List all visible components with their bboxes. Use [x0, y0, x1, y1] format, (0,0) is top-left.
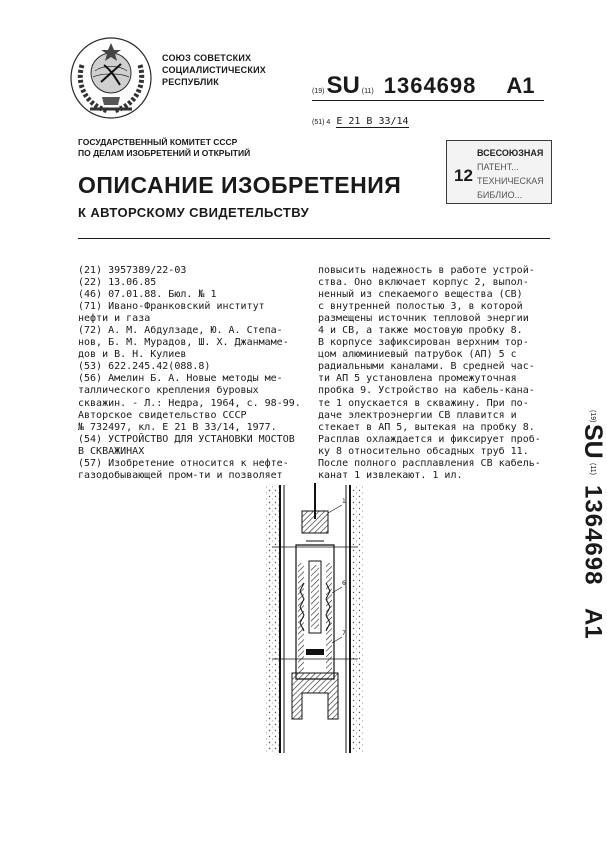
biblio-line: Авторское свидетельство СССР	[78, 409, 247, 421]
biblio-line: (46) 07.01.88. Бюл. № 1	[78, 289, 217, 301]
abstract-line: 4 и СВ, а также мостовую пробку 8.	[318, 325, 523, 337]
code-11: (11)	[361, 88, 374, 95]
ipc-classification: (51) 4 Е 21 В 33/14	[312, 116, 409, 127]
abstract-line: те 1 опускается в скважину. При по-	[318, 397, 529, 409]
abstract-line: ства. Оно включает корпус 2, выпол-	[318, 277, 529, 289]
abstract-line: После полного расплавления СВ кабель-	[318, 457, 541, 469]
drawing-label: 1	[342, 498, 346, 505]
vertical-patent-number: (19) SU (11) 1364698 A1	[579, 410, 607, 639]
abstract-line: даче электроэнергии СВ плавится и	[318, 409, 517, 421]
header-rule	[78, 238, 550, 239]
biblio-line: газодобывающей пром-ти и позволяет	[78, 469, 283, 481]
biblio-line: (54) УСТРОЙСТВО ДЛЯ УСТАНОВКИ МОСТОВ	[78, 433, 295, 445]
biblio-line: (71) Ивано-Франковский институт	[78, 301, 265, 313]
abstract-line: ти АП 5 установлена промежуточная	[318, 373, 517, 385]
committee: ГОСУДАРСТВЕННЫЙ КОМИТЕТ СССР ПО ДЕЛАМ ИЗОБРЕТЕНИЙ И ОТКРЫТИЙ	[78, 137, 251, 158]
abstract-line: повысить надежность в работе устрой-	[318, 265, 535, 276]
biblio-line: нефти и газа	[78, 313, 151, 325]
bibliographic-data	[78, 265, 300, 482]
document-subtitle: К АВТОРСКОМУ СВИДЕТЕЛЬСТВУ	[78, 205, 310, 220]
patent-number: 1364698	[383, 73, 477, 98]
patent-identifier	[312, 72, 535, 100]
technical-drawing	[262, 483, 368, 758]
abstract-line: ненный из спекаемого вещества (СВ)	[318, 289, 523, 301]
abstract-line: стекает в АП 5, вытекая на пробку 8.	[318, 421, 535, 433]
code-19: (19)	[312, 88, 325, 95]
drawing-label: 7	[342, 630, 346, 637]
biblio-line: В СКВАЖИНАХ	[78, 445, 145, 457]
abstract-line: ку 8 относительно обсадных труб 11.	[318, 445, 529, 457]
biblio-line: нов, Б. М. Мурадов, Ш. Х. Джанмаме-	[78, 337, 289, 349]
abstract	[318, 265, 550, 482]
abstract-line: радиальными каналами. В средней час-	[318, 361, 535, 373]
drawing-label: 6	[342, 580, 346, 587]
biblio-line: (22) 13.06.85	[78, 277, 157, 289]
biblio-line: № 732497, кл. Е 21 В 33/14, 1977.	[78, 421, 277, 433]
abstract-line: канат 1 извлекают. 1 ил.	[318, 469, 463, 481]
abstract-line: с внутренней полостью 3, в которой	[318, 301, 523, 313]
kind-code: A1	[506, 73, 535, 98]
biblio-line: (56) Амелин Б. А. Новые методы ме-	[78, 373, 283, 385]
library-stamp: 12 ВСЕСОЮЗНАЯ ПАТЕНТ... ТЕХНИЧЕСКАЯ БИБЛИО...	[446, 140, 552, 204]
biblio-line: таллического крепления буровых	[78, 385, 259, 397]
document-title: ОПИСАНИЕ ИЗОБРЕТЕНИЯ	[78, 172, 402, 198]
abstract-line: пробка 9. Устройство на кабель-кана-	[318, 385, 535, 397]
ussr-emblem-icon	[68, 35, 154, 121]
biblio-line: (21) 3957389/22-03	[78, 265, 187, 276]
abstract-line: цом алюминиевый патрубок (АП) 5 с	[318, 349, 517, 361]
header-underline	[312, 100, 544, 101]
biblio-line: (57) Изобретение относится к нефте-	[78, 457, 289, 469]
abstract-line: В корпусе зафиксирован верхним тор-	[318, 337, 529, 349]
biblio-line: скважин. - Л.: Недра, 1964, с. 98-99.	[78, 397, 301, 409]
abstract-line: размещены источник тепловой энергии	[318, 313, 529, 325]
abstract-line: Расплав охлаждается и фиксирует проб-	[318, 433, 541, 445]
country-name: СОЮЗ СОВЕТСКИХ СОЦИАЛИСТИЧЕСКИХ РЕСПУБЛИК	[162, 53, 266, 87]
country-code: SU	[326, 72, 360, 99]
biblio-line: (53) 622.245.42(088.8)	[78, 361, 211, 373]
biblio-line: дов и В. Н. Кулиев	[78, 349, 187, 361]
biblio-line: (72) А. М. Абдулзаде, Ю. А. Степа-	[78, 325, 283, 337]
